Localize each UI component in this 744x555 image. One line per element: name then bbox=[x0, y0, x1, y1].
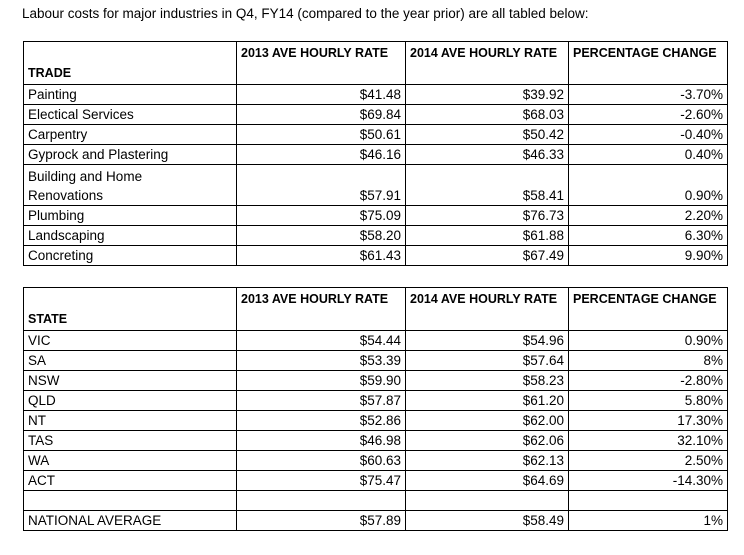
rate-2013: $46.98 bbox=[237, 431, 406, 451]
percentage-change: 8% bbox=[569, 351, 728, 371]
percentage-change: 0.40% bbox=[569, 145, 728, 165]
rate-2014: $58.23 bbox=[406, 371, 569, 391]
percentage-change: 17.30% bbox=[569, 411, 728, 431]
national-average-rate-2013: $57.89 bbox=[237, 511, 406, 531]
header-2014-rate: 2014 AVE HOURLY RATE bbox=[406, 42, 569, 85]
rate-2013: $61.43 bbox=[237, 246, 406, 266]
rate-2014: $50.42 bbox=[406, 125, 569, 145]
rate-2013: $41.48 bbox=[237, 85, 406, 105]
rate-2013: $58.20 bbox=[237, 226, 406, 246]
header-trade: TRADE bbox=[24, 42, 237, 85]
header-2013-rate: 2013 AVE HOURLY RATE bbox=[237, 42, 406, 85]
table-row bbox=[24, 371, 728, 391]
table-row bbox=[24, 85, 728, 105]
percentage-change: 9.90% bbox=[569, 246, 728, 266]
national-average-change: 1% bbox=[569, 511, 728, 531]
rate-2013: $46.16 bbox=[237, 145, 406, 165]
state-table-header bbox=[24, 288, 728, 331]
trade-label: Painting bbox=[24, 85, 237, 105]
table-row bbox=[24, 246, 728, 266]
table-row bbox=[24, 165, 728, 206]
percentage-change: -3.70% bbox=[569, 85, 728, 105]
percentage-change: 32.10% bbox=[569, 431, 728, 451]
percentage-change: 0.90% bbox=[569, 331, 728, 351]
rate-2014: $46.33 bbox=[406, 145, 569, 165]
state-label: WA bbox=[24, 451, 237, 471]
national-average-label: NATIONAL AVERAGE bbox=[24, 511, 237, 531]
national-average-rate-2014: $58.49 bbox=[406, 511, 569, 531]
rate-2014: $61.20 bbox=[406, 391, 569, 411]
state-label: NT bbox=[24, 411, 237, 431]
table-row bbox=[24, 226, 728, 246]
table-row bbox=[24, 331, 728, 351]
table-row bbox=[24, 411, 728, 431]
national-average-row bbox=[24, 511, 728, 531]
header-state: STATE bbox=[24, 288, 237, 331]
intro-text: Labour costs for major industries in Q4, FY14 (compared to the year prior) are all tabled below: bbox=[22, 6, 589, 21]
rate-2014: $64.69 bbox=[406, 471, 569, 491]
table-row bbox=[24, 351, 728, 371]
percentage-change: -14.30% bbox=[569, 471, 728, 491]
rate-2014: $39.92 bbox=[406, 85, 569, 105]
rate-2014: $62.00 bbox=[406, 411, 569, 431]
state-label: TAS bbox=[24, 431, 237, 451]
percentage-change: 2.20% bbox=[569, 206, 728, 226]
spacer-cell bbox=[237, 491, 406, 511]
state-table bbox=[23, 287, 728, 531]
state-label: SA bbox=[24, 351, 237, 371]
header-2014-rate: 2014 AVE HOURLY RATE bbox=[406, 288, 569, 331]
trade-label: Building and Home Renovations bbox=[24, 165, 237, 206]
header-percentage-change: PERCENTAGE CHANGE bbox=[569, 288, 728, 331]
percentage-change: -2.60% bbox=[569, 105, 728, 125]
rate-2013: $50.61 bbox=[237, 125, 406, 145]
trade-label: Concreting bbox=[24, 246, 237, 266]
rate-2014: $62.06 bbox=[406, 431, 569, 451]
trade-label: Plumbing bbox=[24, 206, 237, 226]
spacer-cell bbox=[24, 491, 237, 511]
rate-2014: $58.41 bbox=[406, 165, 569, 206]
table-row bbox=[24, 206, 728, 226]
state-label: QLD bbox=[24, 391, 237, 411]
header-percentage-change: PERCENTAGE CHANGE bbox=[569, 42, 728, 85]
percentage-change: 0.90% bbox=[569, 165, 728, 206]
table-row bbox=[24, 431, 728, 451]
trade-label: Landscaping bbox=[24, 226, 237, 246]
table-row bbox=[24, 105, 728, 125]
rate-2013: $75.09 bbox=[237, 206, 406, 226]
rate-2014: $76.73 bbox=[406, 206, 569, 226]
trade-label: Electical Services bbox=[24, 105, 237, 125]
spacer-cell bbox=[406, 491, 569, 511]
rate-2014: $54.96 bbox=[406, 331, 569, 351]
table-row bbox=[24, 391, 728, 411]
percentage-change: 6.30% bbox=[569, 226, 728, 246]
rate-2013: $60.63 bbox=[237, 451, 406, 471]
rate-2013: $59.90 bbox=[237, 371, 406, 391]
trade-label: Gyprock and Plastering bbox=[24, 145, 237, 165]
rate-2013: $57.87 bbox=[237, 391, 406, 411]
rate-2013: $75.47 bbox=[237, 471, 406, 491]
rate-2013: $52.86 bbox=[237, 411, 406, 431]
table-row bbox=[24, 125, 728, 145]
state-label: NSW bbox=[24, 371, 237, 391]
table-row bbox=[24, 451, 728, 471]
spacer-row bbox=[24, 491, 728, 511]
header-2013-rate: 2013 AVE HOURLY RATE bbox=[237, 288, 406, 331]
rate-2014: $68.03 bbox=[406, 105, 569, 125]
percentage-change: 2.50% bbox=[569, 451, 728, 471]
rate-2013: $57.91 bbox=[237, 165, 406, 206]
trade-table bbox=[23, 41, 728, 266]
percentage-change: 5.80% bbox=[569, 391, 728, 411]
state-label: ACT bbox=[24, 471, 237, 491]
percentage-change: -2.80% bbox=[569, 371, 728, 391]
rate-2014: $57.64 bbox=[406, 351, 569, 371]
table-row bbox=[24, 471, 728, 491]
rate-2014: $67.49 bbox=[406, 246, 569, 266]
state-label: VIC bbox=[24, 331, 237, 351]
rate-2014: $62.13 bbox=[406, 451, 569, 471]
rate-2014: $61.88 bbox=[406, 226, 569, 246]
rate-2013: $69.84 bbox=[237, 105, 406, 125]
trade-table-header bbox=[24, 42, 728, 85]
rate-2013: $53.39 bbox=[237, 351, 406, 371]
rate-2013: $54.44 bbox=[237, 331, 406, 351]
table-row bbox=[24, 145, 728, 165]
spacer-cell bbox=[569, 491, 728, 511]
percentage-change: -0.40% bbox=[569, 125, 728, 145]
trade-label: Carpentry bbox=[24, 125, 237, 145]
